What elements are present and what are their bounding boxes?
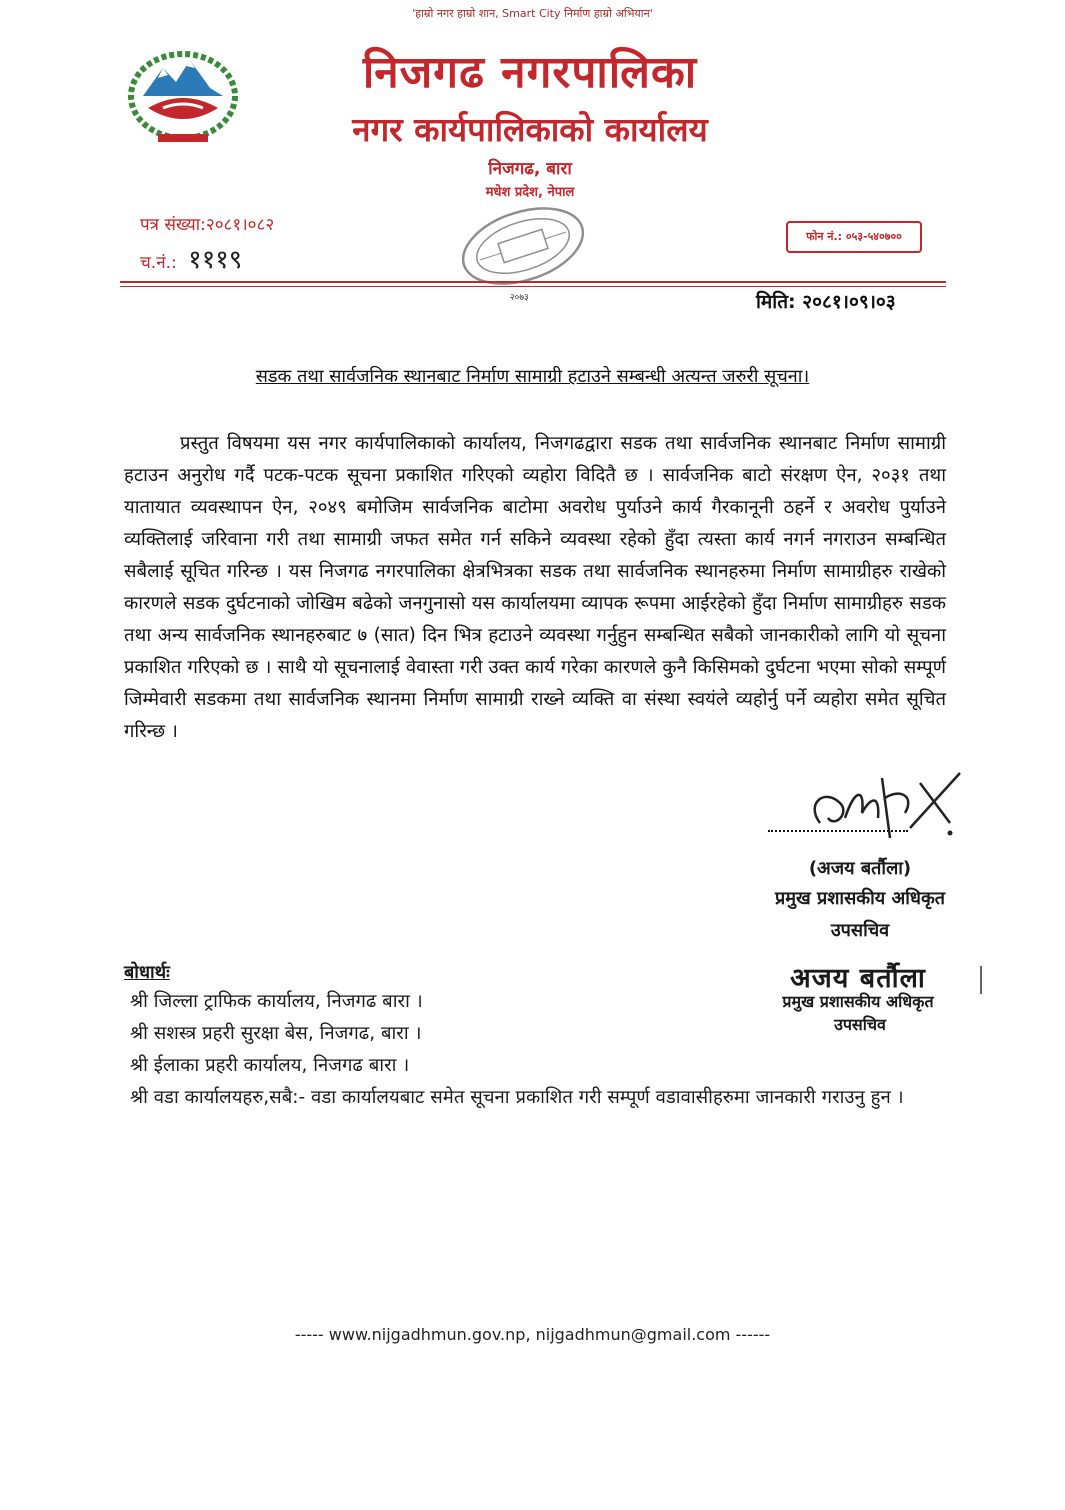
letter-date: मिति: २०८१।०९।०३ — [756, 291, 896, 313]
address-line-2: मधेश प्रदेश, नेपाल — [485, 185, 575, 200]
letter-body: प्रस्तुत विषयमा यस नगर कार्यपालिकाको कार्यालय, निजगढद्वारा सडक तथा सार्वजनिक स्थानबाट निर्माण सामाग्री हटाउन अनुरोध गर्दै पटक-पटक सूचना प्रकाशित गरिएको व्यहोरा विदितै छ । सार्वजनिक बाटो संरक्षण ऐन, २०३१ तथा यातायात व्यवस्थापन ऐन, २०४९ बमोजिम सार्वजनिक बाटोमा अवरोध पुर्याउने कार्य गैरकानूनी ठहर्ने र अवरोध पुर्याउने व्यक्तिलाई जरिवाना गरी तथा सामाग्री जफत समेत गर्न सकिने व्यवस्था रहेको हुँदा त्यस्ता कार्य नगर्न नगराउन सम्बन्धित सबैलाई सूचित गरिन्छ । यस निजगढ नगरपालिका क्षेत्रभित्रका सडक तथा सार्वजनिक स्थानहरुमा निर्माण सामाग्रीहरु राखेको कारणले सडक दुर्घटनाको जोखिम बढेको जनगुनासो यस कार्यालयमा व्यापक रूपमा आईरहेको हुँदा निर्माण सामाग्रीहरु सडक तथा अन्य सार्वजनिक स्थानहरुबाट ७ (सात) दिन भित्र हटाउने व्यवस्था गर्नुहुन सम्बन्धित सबैको जानकारीको लागि यो सूचना प्रकाशित गरिएको छ । साथै यो सूचनालाई वेवास्ता गरी उक्त कार्य गरेका कारणले कुनै किसिमको दुर्घटना भएमा सोको सम्पूर्ण जिम्मेवारी सडकमा तथा सार्वजनिक स्थानमा निर्माण सामाग्री राख्ने व्यक्ति वा संस्था स्वयंले व्यहोर्नु पर्ने व्यहोरा समेत सूचित गरिन्छ । — [124, 433, 946, 742]
dispatch-label: च.नं.: — [140, 253, 177, 273]
handwritten-signature-icon — [800, 768, 970, 848]
cc-item: श्री ईलाका प्रहरी कार्यालय, निजगढ बारा । — [130, 1055, 410, 1076]
signature-line — [768, 830, 908, 832]
municipality-emblem-icon — [118, 38, 248, 148]
address-line-1: निजगढ, बारा — [488, 159, 572, 179]
cc-item: श्री जिल्ला ट्राफिक कार्यालय, निजगढ बारा । — [130, 991, 423, 1012]
cc-heading: बोधार्थः — [124, 962, 170, 983]
phone-box: फोन नं.: ०५३-५४०७०० — [786, 221, 922, 253]
office-stamp-icon — [448, 196, 598, 306]
dispatch-number: १११९ — [188, 245, 243, 275]
cc-item: श्री वडा कार्यालयहरु,सबै:- वडा कार्यालयबाट समेत सूचना प्रकाशित गरी सम्पूर्ण वडावासीहरुमा जानकारी गराउनु हुन । — [130, 1087, 904, 1108]
footer-contact: ----- www.nijgadhmun.gov.np, nijgadhmun@gmail.com ------ — [294, 1325, 771, 1344]
signatory-subtitle: उपसचिव — [830, 920, 890, 941]
cc-item: श्री सशस्त्र प्रहरी सुरक्षा बेस, निजगढ, बारा । — [130, 1023, 422, 1044]
header-rule — [120, 281, 946, 283]
slogan: 'हाम्रो नगर हाम्रो शान, Smart City निर्माण हाम्रो अभियान' — [412, 7, 653, 20]
cc-list — [130, 986, 950, 1114]
signatory-name: (अजय बर्तौला) — [808, 858, 912, 879]
letter-number: पत्र संख्या:२०८१।०८२ — [140, 215, 275, 235]
dispatch-number-row — [140, 240, 242, 276]
official-stamp-title: प्रमुख प्रशासकीय अधिकृत — [782, 992, 934, 1011]
signatory-title: प्रमुख प्रशासकीय अधिकृत — [774, 888, 946, 909]
official-stamp-name: अजय बर्तौला — [790, 963, 926, 994]
organization-name: निजगढ नगरपालिका — [362, 47, 698, 98]
letter-subject: सडक तथा सार्वजनिक स्थानबाट निर्माण सामाग्री हटाउने सम्बन्धी अत्यन्त जरुरी सूचना। — [255, 366, 810, 387]
header-rule-thin — [120, 286, 946, 287]
office-name: नगर कार्यपालिकाको कार्यालय — [352, 110, 708, 149]
stamp-year: २०७३ — [510, 293, 529, 303]
stamp-edge — [980, 966, 982, 994]
official-stamp-subtitle: उपसचिव — [834, 1015, 886, 1034]
